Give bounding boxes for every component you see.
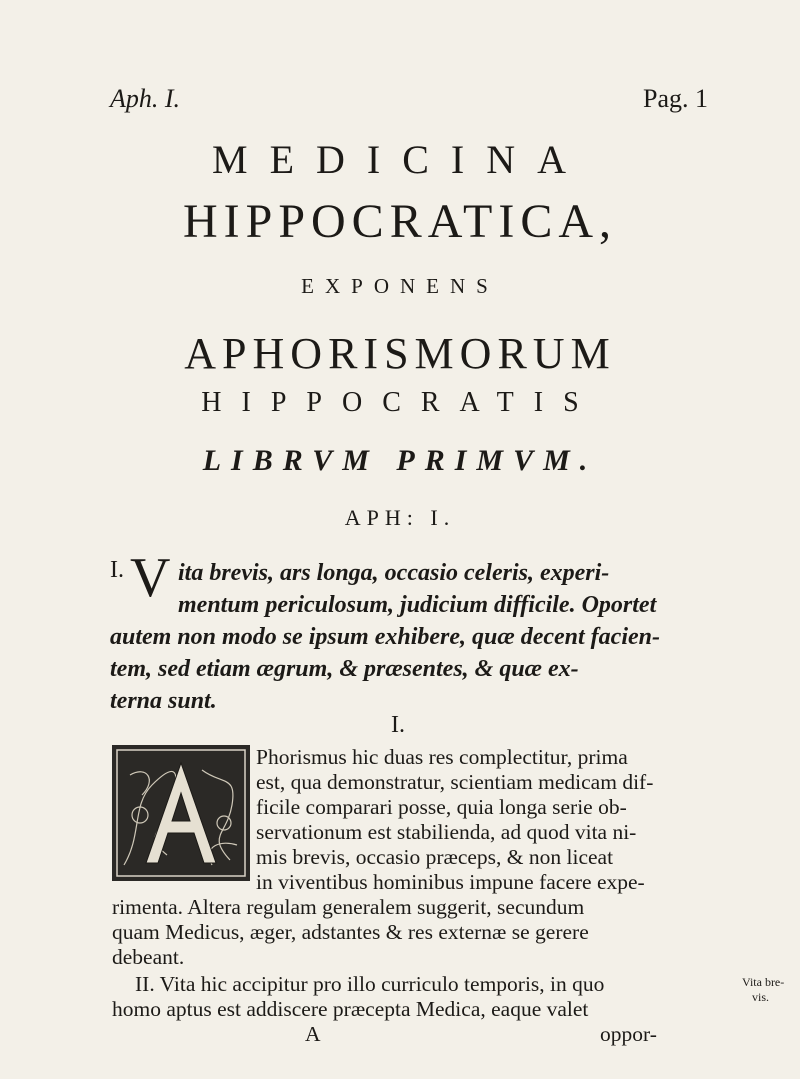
aphorism-line: ita brevis, ars longa, occasio celeris, experi- bbox=[178, 560, 610, 586]
title-line-hippocratica: HIPPOCRATICA, bbox=[182, 195, 618, 248]
title-line-aphorismorum: APHORISMORUM bbox=[184, 329, 616, 378]
title-line-medicina: MEDICINA bbox=[212, 137, 588, 182]
title-line-hippocratis: HIPPOCRATIS bbox=[201, 387, 599, 418]
commentary-line: est, qua demonstratur, scientiam medicam dif- bbox=[256, 770, 654, 794]
signature-mark: A bbox=[305, 1022, 321, 1046]
commentary-line: Phorismus hic duas res complectitur, prima bbox=[256, 745, 628, 769]
commentary-line: homo aptus est addiscere præcepta Medica, eaque valet bbox=[112, 997, 589, 1021]
aphorism-line: terna sunt. bbox=[110, 688, 217, 714]
title-line-exponens: EXPONENS bbox=[301, 274, 499, 298]
aphorism-initial: V bbox=[130, 547, 171, 609]
decorated-initial-A-icon bbox=[112, 745, 250, 881]
margin-note-line: vis. bbox=[752, 990, 770, 1004]
commentary-section-number: I. bbox=[391, 712, 405, 738]
commentary-line: ficile comparari posse, quia longa serie ob- bbox=[256, 795, 627, 819]
aphorism-number: I. bbox=[110, 557, 124, 583]
commentary-line: quam Medicus, æger, adstantes & res externæ se gerere bbox=[112, 920, 589, 944]
margin-note-line: Vita bre- bbox=[742, 975, 785, 989]
commentary-line: mis brevis, occasio præceps, & non liceat bbox=[256, 845, 614, 869]
aphorism-line: mentum periculosum, judicium difficile. Oportet bbox=[178, 592, 657, 618]
aphorism-line: tem, sed etiam ægrum, & præsentes, & quæ ex- bbox=[110, 656, 579, 682]
commentary-line: debeant. bbox=[112, 945, 185, 969]
aphorism-line: autem non modo se ipsum exhibere, quæ decent facien- bbox=[110, 624, 660, 650]
commentary-line: II. Vita hic accipitur pro illo curriculo temporis, in quo bbox=[135, 972, 605, 996]
commentary-line: in viventibus hominibus impune facere expe- bbox=[256, 870, 645, 894]
catchword: oppor- bbox=[600, 1022, 657, 1046]
page-number: Pag. 1 bbox=[643, 84, 708, 113]
commentary-line: servationum est stabilienda, ad quod vita ni- bbox=[256, 820, 637, 844]
commentary-line: rimenta. Altera regulam generalem suggerit, secundum bbox=[112, 895, 585, 919]
aphorism-heading: APH: I. bbox=[344, 505, 456, 530]
running-head-aphorism: Aph. I. bbox=[110, 84, 181, 113]
title-line-librum-primum: LIBRVM PRIMVM. bbox=[202, 444, 598, 477]
